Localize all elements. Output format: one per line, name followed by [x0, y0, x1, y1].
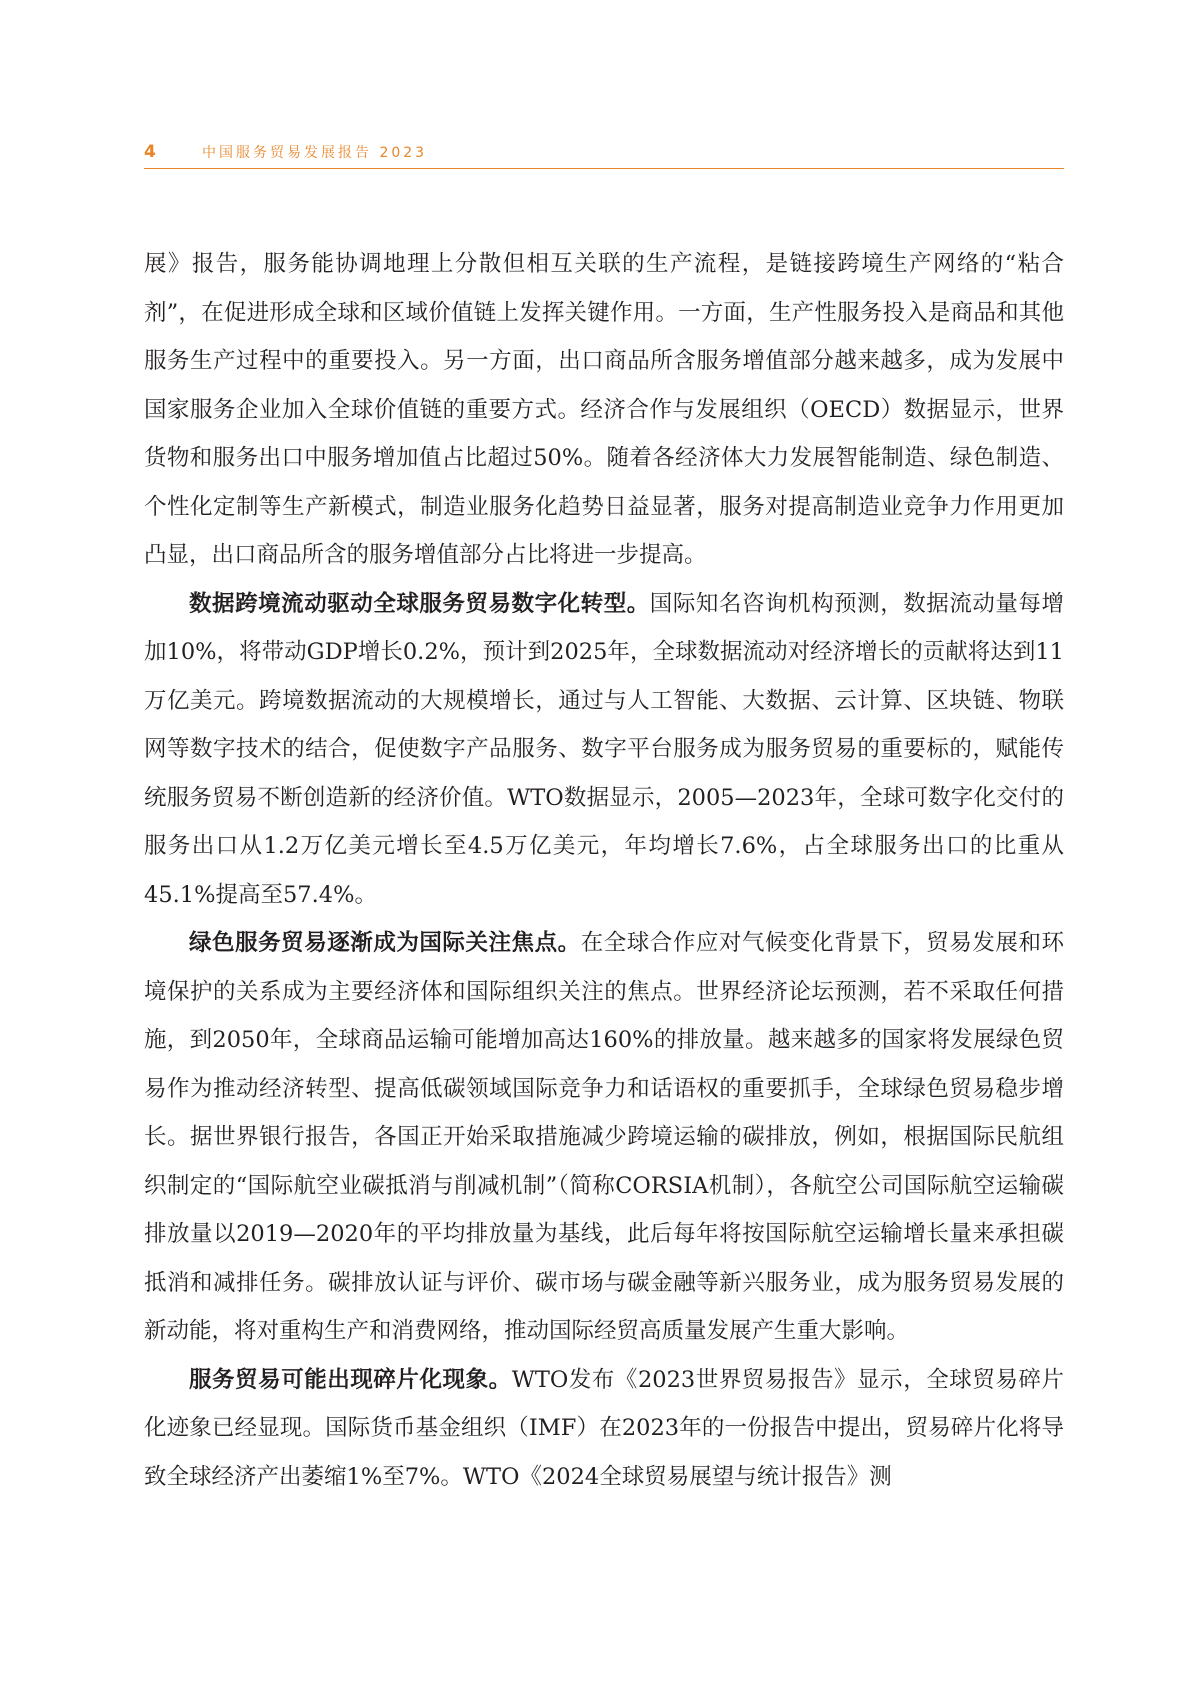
paragraph-text: WTO发布《2023世界贸易报告》显示，全球贸易碎片化迹象已经显现。国际货币基金组织（IMF）在2023年的一份报告中提出，贸易碎片化将导致全球经济产出萎缩1%至7%。WTO《2024全球贸易展望与统计报告》测	[144, 1366, 1064, 1490]
header-rule	[144, 168, 1064, 169]
body-text	[144, 240, 1064, 1501]
paragraph-green-trade	[144, 919, 1064, 1356]
paragraph-lead: 数据跨境流动驱动全球服务贸易数字化转型。	[189, 590, 650, 617]
paragraph-data-flow	[144, 580, 1064, 920]
paragraph-text: 国际知名咨询机构预测，数据流动量每增加10%，将带动GDP增长0.2%，预计到2025年，全球数据流动对经济增长的贡献将达到11万亿美元。跨境数据流动的大规模增长，通过与人工智能、大数据、云计算、区块链、物联网等数字技术的结合，促使数字产品服务、数字平台服务成为服务贸易的重要标的，赋能传统服务贸易不断创造新的经济价值。WTO数据显示，2005—2023年，全球可数字化交付的服务出口从1.2万亿美元增长至4.5万亿美元，年均增长7.6%，占全球服务出口的比重从45.1%提高至57.4%。	[144, 590, 1064, 908]
page-header	[144, 140, 1064, 170]
page-number: 4	[144, 142, 156, 162]
paragraph-continued	[144, 240, 1064, 580]
paragraph-lead: 服务贸易可能出现碎片化现象。	[189, 1366, 512, 1393]
running-title: 中国服务贸易发展报告 2023	[202, 145, 428, 161]
paragraph-lead: 绿色服务贸易逐渐成为国际关注焦点。	[189, 930, 581, 956]
paragraph-fragmentation	[144, 1356, 1064, 1502]
paragraph-text: 在全球合作应对气候变化背景下，贸易发展和环境保护的关系成为主要经济体和国际组织关注的焦点。世界经济论坛预测，若不采取任何措施，到2050年，全球商品运输可能增加高达160%的排放量。越来越多的国家将发展绿色贸易作为推动经济转型、提高低碳领域国际竞争力和话语权的重要抓手，全球绿色贸易稳步增长。据世界银行报告，各国正开始采取措施减少跨境运输的碳排放，例如，根据国际民航组织制定的“国际航空业碳抵消与削减机制”（简称CORSIA机制），各航空公司国际航空运输碳排放量以2019—2020年的平均排放量为基线，此后每年将按国际航空运输增长量来承担碳抵消和减排任务。碳排放认证与评价、碳市场与碳金融等新兴服务业，成为服务贸易发展的新动能，将对重构生产和消费网络，推动国际经贸高质量发展产生重大影响。	[144, 930, 1064, 1344]
paragraph-text: 展》报告，服务能协调地理上分散但相互关联的生产流程，是链接跨境生产网络的“粘合剂”，在促进形成全球和区域价值链上发挥关键作用。一方面，生产性服务投入是商品和其他服务生产过程中的重要投入。另一方面，出口商品所含服务增值部分越来越多，成为发展中国家服务企业加入全球价值链的重要方式。经济合作与发展组织（OECD）数据显示，世界货物和服务出口中服务增加值占比超过50%。随着各经济体大力发展智能制造、绿色制造、个性化定制等生产新模式，制造业服务化趋势日益显著，服务对提高制造业竞争力作用更加凸显，出口商品所含的服务增值部分占比将进一步提高。	[144, 251, 1064, 568]
